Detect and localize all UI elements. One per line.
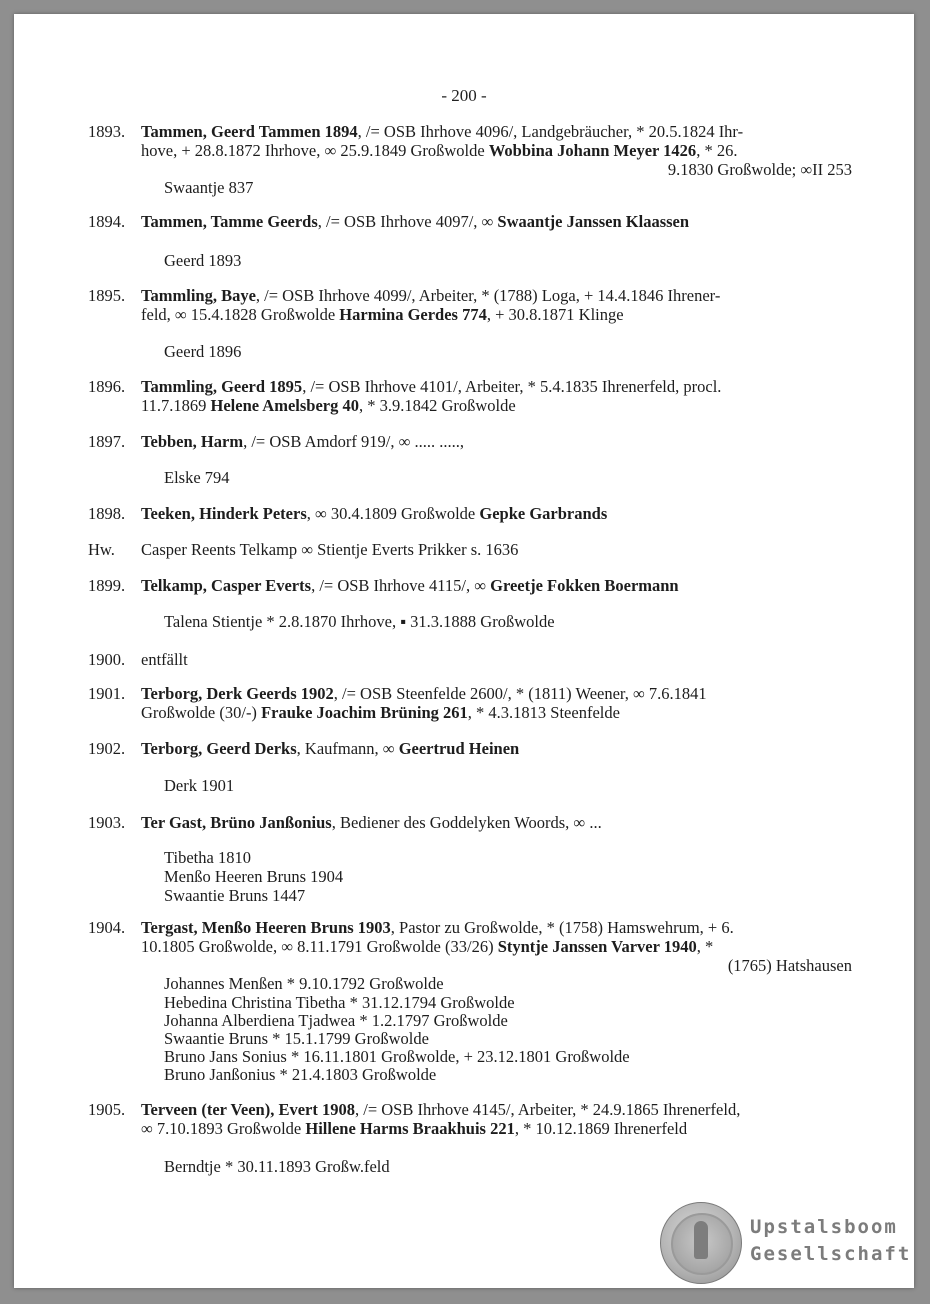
child-line: Derk 1901 bbox=[164, 776, 235, 795]
entry-detail: 10.1805 Großwolde, ∞ 8.11.1791 Großwolde (33/26) bbox=[141, 937, 498, 956]
entry-text bbox=[141, 684, 852, 722]
entry-line bbox=[141, 432, 852, 451]
entry-line bbox=[141, 576, 852, 595]
entry-line bbox=[141, 377, 852, 396]
entry-text bbox=[141, 432, 852, 451]
entry-number: 1894. bbox=[88, 212, 126, 231]
entry-number: Hw. bbox=[88, 540, 115, 559]
seal-figure-icon bbox=[694, 1221, 708, 1259]
entry-line bbox=[141, 305, 852, 324]
child-line: Swaantie Bruns 1447 bbox=[164, 886, 306, 905]
child-line: Hebedina Christina Tibetha * 31.12.1794 Großwolde bbox=[164, 993, 515, 1012]
entry-detail: 9.1830 Großwolde; ∞II 253 bbox=[667, 160, 852, 179]
entry-number: 1899. bbox=[88, 576, 126, 595]
entry-detail: , ∞ 30.4.1809 Großwolde bbox=[306, 504, 480, 523]
person-name: Gepke Garbrands bbox=[479, 504, 608, 523]
society-name bbox=[750, 1214, 910, 1268]
person-name: Tammling, Baye bbox=[141, 286, 256, 305]
entry-detail: , /= OSB Ihrhove 4097/, ∞ bbox=[317, 212, 498, 231]
entry-line bbox=[141, 956, 852, 975]
entry-line bbox=[141, 1100, 852, 1119]
child-line: Elske 794 bbox=[164, 468, 230, 487]
entry-number: 1898. bbox=[88, 504, 126, 523]
person-name: Tammling, Geerd 1895 bbox=[141, 377, 303, 396]
entry-text bbox=[141, 918, 852, 975]
entry-detail: , /= OSB Amdorf 919/, ∞ ..... ....., bbox=[243, 432, 464, 451]
child-line: Johanna Alberdiena Tjadwea * 1.2.1797 Großwolde bbox=[164, 1011, 508, 1030]
person-name: Telkamp, Casper Everts bbox=[141, 576, 312, 595]
entry-detail: , Bediener des Goddelyken Woords, ∞ ... bbox=[331, 813, 602, 832]
person-name: Terborg, Geerd Derks bbox=[141, 739, 297, 758]
person-name: Terborg, Derk Geerds 1902 bbox=[141, 684, 334, 703]
entry-line bbox=[141, 918, 852, 937]
entry-detail: , * bbox=[696, 937, 714, 956]
person-name: Hillene Harms Braakhuis 221 bbox=[305, 1119, 515, 1138]
entry-line bbox=[141, 504, 852, 523]
entry-detail: , * 10.12.1869 Ihrenerfeld bbox=[514, 1119, 688, 1138]
entry-detail: , /= OSB Ihrhove 4099/, Arbeiter, * (1788) Loga, + 14.4.1846 Ihrener- bbox=[255, 286, 721, 305]
entry-text bbox=[141, 504, 852, 523]
entry-line bbox=[141, 212, 852, 231]
entry-line bbox=[141, 650, 852, 669]
child-line: Menßo Heeren Bruns 1904 bbox=[164, 867, 344, 886]
person-name: Teeken, Hinderk Peters bbox=[141, 504, 307, 523]
child-line: Geerd 1893 bbox=[164, 251, 242, 270]
society-name-line2: Gesellschaft bbox=[750, 1243, 912, 1265]
entry-number: 1904. bbox=[88, 918, 126, 937]
entry-detail: , /= OSB Ihrhove 4096/, Landgebräucher, * 20.5.1824 Ihr- bbox=[357, 122, 744, 141]
entry-number: 1895. bbox=[88, 286, 126, 305]
entry-line bbox=[141, 703, 852, 722]
person-name: Harmina Gerdes 774 bbox=[339, 305, 487, 324]
person-name: Frauke Joachim Brüning 261 bbox=[261, 703, 468, 722]
child-line: Bruno Jans Sonius * 16.11.1801 Großwolde, + 23.12.1801 Großwolde bbox=[164, 1047, 630, 1066]
entry-detail: , /= OSB Ihrhove 4115/, ∞ bbox=[311, 576, 491, 595]
entry-detail: , * 26. bbox=[696, 141, 738, 160]
entry-text bbox=[141, 813, 852, 832]
entry-detail: Großwolde (30/-) bbox=[141, 703, 262, 722]
entry-line bbox=[141, 813, 852, 832]
person-name: Ter Gast, Brüno Janßonius bbox=[141, 813, 332, 832]
entry-line bbox=[141, 684, 852, 703]
entry-detail: hove, + 28.8.1872 Ihrhove, ∞ 25.9.1849 Großwolde bbox=[141, 141, 489, 160]
person-name: Wobbina Johann Meyer 1426 bbox=[488, 141, 697, 160]
entry-detail: , /= OSB Ihrhove 4145/, Arbeiter, * 24.9.1865 Ihrenerfeld, bbox=[355, 1100, 741, 1119]
entry-number: 1905. bbox=[88, 1100, 126, 1119]
person-name: Helene Amelsberg 40 bbox=[210, 396, 359, 415]
entry-detail: Casper Reents Telkamp ∞ Stientje Everts Prikker s. 1636 bbox=[141, 540, 519, 559]
person-name: Tammen, Tamme Geerds bbox=[141, 212, 318, 231]
page-number: - 200 - bbox=[441, 86, 487, 105]
child-line: Swaantje 837 bbox=[164, 178, 254, 197]
child-line: Talena Stientje * 2.8.1870 Ihrhove, ▪ 31.3.1888 Großwolde bbox=[164, 612, 555, 631]
entry-text bbox=[141, 540, 852, 559]
entry-number: 1900. bbox=[88, 650, 126, 669]
entry-number: 1893. bbox=[88, 122, 126, 141]
person-name: Tebben, Harm bbox=[141, 432, 244, 451]
society-seal-logo bbox=[660, 1202, 742, 1284]
person-name: Greetje Fokken Boermann bbox=[490, 576, 679, 595]
entry-number: 1901. bbox=[88, 684, 126, 703]
entry-line bbox=[141, 739, 852, 758]
entry-line bbox=[141, 160, 852, 179]
person-name: Geertrud Heinen bbox=[398, 739, 520, 758]
entry-line bbox=[141, 122, 852, 141]
entry-detail: (1765) Hatshausen bbox=[727, 956, 852, 975]
entry-text bbox=[141, 122, 852, 179]
child-line: Bruno Janßonius * 21.4.1803 Großwolde bbox=[164, 1065, 437, 1084]
entry-number: 1896. bbox=[88, 377, 126, 396]
entry-number: 1902. bbox=[88, 739, 126, 758]
entry-line bbox=[141, 540, 852, 559]
entry-detail: , /= OSB Steenfelde 2600/, * (1811) Weener, ∞ 7.6.1841 bbox=[333, 684, 707, 703]
person-name: Swaantje Janssen Klaassen bbox=[497, 212, 690, 231]
entry-detail: feld, ∞ 15.4.1828 Großwolde bbox=[141, 305, 340, 324]
entry-detail: , * 3.9.1842 Großwolde bbox=[358, 396, 516, 415]
entry-text bbox=[141, 739, 852, 758]
entry-text bbox=[141, 377, 852, 415]
entry-number: 1903. bbox=[88, 813, 126, 832]
entry-line bbox=[141, 396, 852, 415]
entry-line bbox=[141, 1119, 852, 1138]
entry-text bbox=[141, 286, 852, 324]
person-name: Styntje Janssen Varver 1940 bbox=[497, 937, 697, 956]
entry-text bbox=[141, 212, 852, 231]
child-line: Tibetha 1810 bbox=[164, 848, 251, 867]
entry-detail: , /= OSB Ihrhove 4101/, Arbeiter, * 5.4.1835 Ihrenerfeld, procl. bbox=[302, 377, 722, 396]
child-line: Johannes Menßen * 9.10.1792 Großwolde bbox=[164, 974, 444, 993]
entry-number: 1897. bbox=[88, 432, 126, 451]
entry-detail: , Kaufmann, ∞ bbox=[296, 739, 399, 758]
society-name-line1: Upstalsboom bbox=[750, 1216, 898, 1238]
person-name: Tergast, Menßo Heeren Bruns 1903 bbox=[141, 918, 391, 937]
entry-line bbox=[141, 286, 852, 305]
entry-line bbox=[141, 141, 852, 160]
entry-text bbox=[141, 576, 852, 595]
person-name: Terveen (ter Veen), Evert 1908 bbox=[141, 1100, 355, 1119]
child-line: Geerd 1896 bbox=[164, 342, 242, 361]
entry-detail: , Pastor zu Großwolde, * (1758) Hamswehrum, + 6. bbox=[390, 918, 734, 937]
entry-text bbox=[141, 1100, 852, 1138]
entry-line bbox=[141, 937, 852, 956]
entry-detail: , * 4.3.1813 Steenfelde bbox=[467, 703, 620, 722]
child-line: Berndtje * 30.11.1893 Großw.feld bbox=[164, 1157, 390, 1176]
child-line: Swaantie Bruns * 15.1.1799 Großwolde bbox=[164, 1029, 429, 1048]
entry-detail: entfällt bbox=[141, 650, 188, 669]
entry-text bbox=[141, 650, 852, 669]
person-name: Tammen, Geerd Tammen 1894 bbox=[141, 122, 358, 141]
document-page bbox=[14, 14, 914, 1288]
entry-detail: ∞ 7.10.1893 Großwolde bbox=[141, 1119, 306, 1138]
entry-detail: , + 30.8.1871 Klinge bbox=[486, 305, 624, 324]
entry-detail: 11.7.1869 bbox=[141, 396, 211, 415]
